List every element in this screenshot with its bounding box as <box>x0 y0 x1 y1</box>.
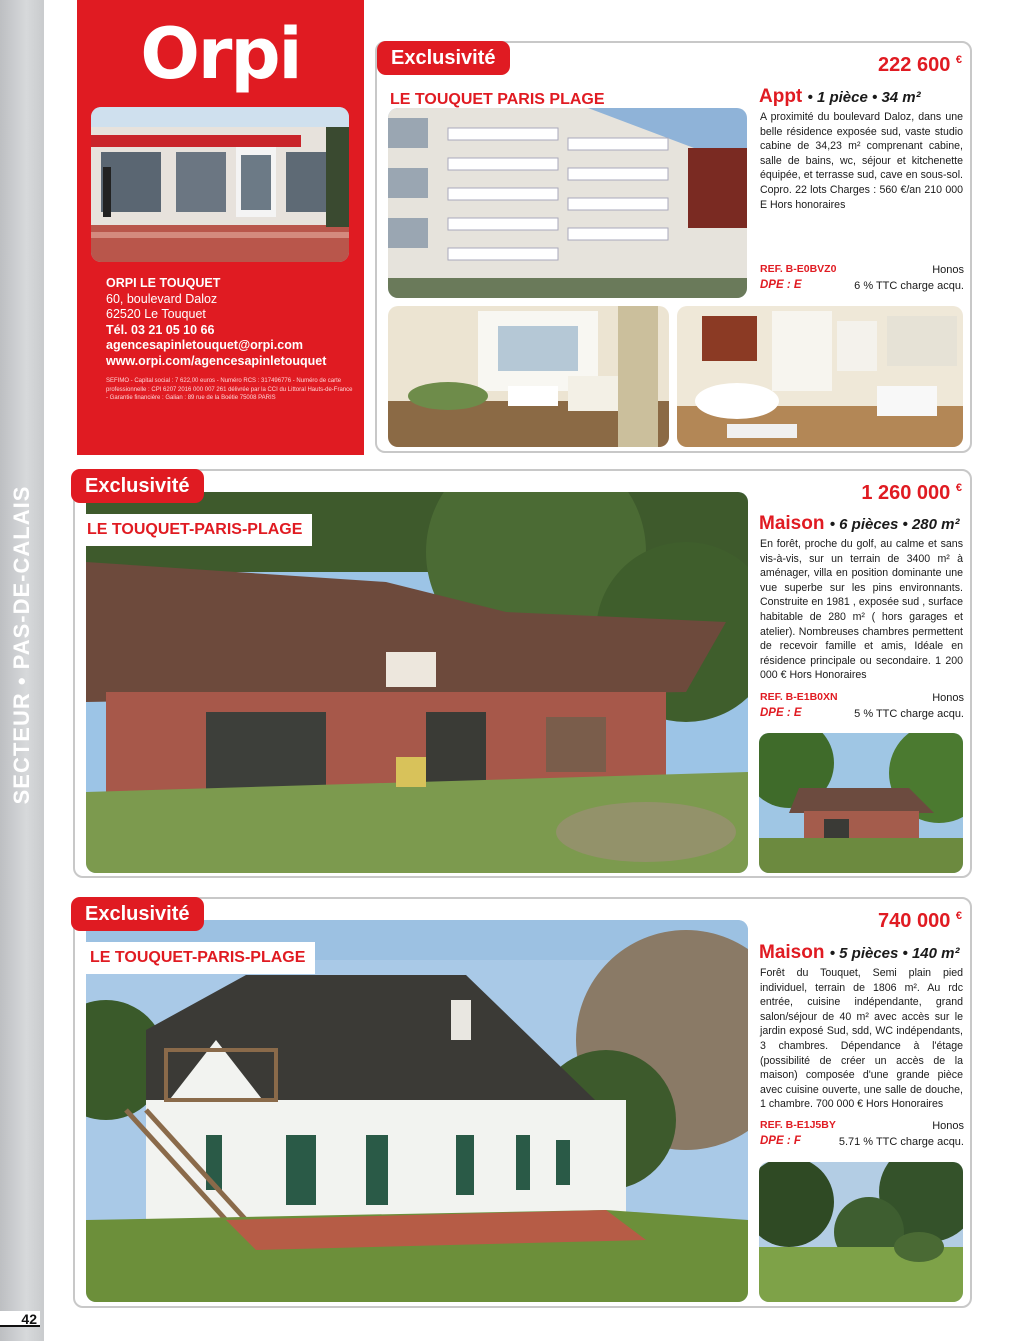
listing-price-2 <box>861 482 962 505</box>
agency-phone[interactable]: Tél. 03 21 05 10 66 <box>106 322 215 337</box>
room-count: 1 pièce <box>816 89 868 106</box>
agency-legal-notice: SEFIMO - Capital social : 7 622,00 euros - Numéro RCS : 317496776 - Numéro de carte professionnelle : CPI 6207 2016 000 007 261 délivrée par la CCI du Littoral Hauts-de-France - Garantie financière : Galian : 89 rue de la Boétie 75008 PARIS <box>106 378 353 401</box>
currency-symbol: € <box>955 54 962 66</box>
listing-dpe-1: DPE : E <box>760 279 802 291</box>
page-number: 42 <box>0 1311 40 1327</box>
agency-name: ORPI LE TOUQUET <box>106 276 221 290</box>
section-sidebar <box>0 0 44 1341</box>
honos-label-1: Honos <box>932 264 964 276</box>
white-house-photo[interactable] <box>86 920 748 1302</box>
listing-location-1: LE TOUQUET PARIS PLAGE <box>380 84 615 116</box>
section-label: SECTEUR • PAS-DE-CALAIS <box>9 485 34 805</box>
honos-value-1: 6 % TTC charge acqu. <box>854 280 964 292</box>
agency-panel <box>77 0 364 455</box>
honos-value-3: 5.71 % TTC charge acqu. <box>838 1136 964 1148</box>
listing-price-1 <box>878 54 962 77</box>
currency-symbol: € <box>955 482 962 494</box>
honos-value-2: 5 % TTC charge acqu. <box>854 708 964 720</box>
agency-address-1: 60, boulevard Daloz <box>106 291 218 306</box>
exclusivite-badge-1: Exclusivité <box>377 41 510 75</box>
listing-ref-2: REF. B-E1B0XN <box>760 691 838 703</box>
exclusivite-badge-3: Exclusivité <box>71 897 204 931</box>
apartment-building-photo[interactable] <box>388 108 747 298</box>
villa-forest-photo[interactable] <box>86 492 748 873</box>
price-value: 1 260 000 <box>861 482 951 504</box>
property-type: Maison <box>759 942 825 963</box>
listing-dpe-3: DPE : F <box>760 1135 801 1147</box>
room-count: 6 pièces <box>839 516 899 533</box>
currency-symbol: € <box>955 910 962 922</box>
surface-area: 280 m² <box>911 516 960 533</box>
surface-area: 140 m² <box>911 945 960 962</box>
listing-title-3: Maison • 5 pièces • 140 m² <box>759 942 960 963</box>
garden-lawn-photo[interactable] <box>759 1162 963 1302</box>
agency-contact <box>106 276 326 369</box>
listing-description-3: Forêt du Touquet, Semi plain pied individuel, terrain de 1806 m². Au rdc entrée, cuisine indépendante, grand salon/séjour de 40 m² avec accès sur le jardin exposé Sud, sdd, WC indépendants, 3 chambres. Dépendance à l'étage (possibilité de créer un accès de la maison) composée d'une grande pièce avec cuisine ouverte, une salle de douche, 1 chambre. 700 000 € Hors Honoraires <box>760 967 963 1111</box>
agency-storefront-photo <box>91 107 349 262</box>
property-type: Maison <box>759 513 825 534</box>
living-room-photo[interactable] <box>388 306 669 447</box>
price-value: 222 600 <box>878 54 951 76</box>
surface-area: 34 m² <box>881 89 921 106</box>
exclusivite-badge-2: Exclusivité <box>71 469 204 503</box>
listing-location-3: LE TOUQUET-PARIS-PLAGE <box>80 942 315 974</box>
agency-email[interactable]: agencesapinletouquet@orpi.com <box>106 338 303 352</box>
property-type: Appt <box>759 86 803 107</box>
honos-label-3: Honos <box>932 1120 964 1132</box>
listing-location-2: LE TOUQUET-PARIS-PLAGE <box>77 514 312 546</box>
price-value: 740 000 <box>878 910 951 932</box>
orpi-logo: Orpi <box>140 13 301 95</box>
listing-price-3 <box>878 910 962 933</box>
listing-description-1: A proximité du boulevard Daloz, dans une belle résidence exposée sud, vaste studio cabine de 34,23 m² comprenant cabine, salle de bains, wc, séjour et kitchenette équipée, et terrasse sud, cave en sous-sol. Copro. 22 lots Charges : 560 €/an 210 000 E Hors honoraires <box>760 111 963 211</box>
listing-description-2: En forêt, proche du golf, au calme et sans vis-à-vis, sur un terrain de 3400 m² à aménager, villa en position dominante une vue superbe sur les pins environnants. Construite en 1981 , exposée sud , surface habitable de 280 m² ( hors garages et atelier). Nombreuses chambres permettent de recevoir famille et amis, Idéale en résidence principale ou secondaire. 1 200 000 € Hors Honoraires <box>760 538 963 682</box>
honos-label-2: Honos <box>932 692 964 704</box>
listing-title-1: Appt • 1 pièce • 34 m² <box>759 86 921 107</box>
agency-address-2: 62520 Le Touquet <box>106 307 206 321</box>
room-count: 5 pièces <box>839 945 899 962</box>
listing-title-2: Maison • 6 pièces • 280 m² <box>759 513 960 534</box>
studio-interior-photo[interactable] <box>677 306 963 447</box>
listing-dpe-2: DPE : E <box>760 707 802 719</box>
listing-ref-3: REF. B-E1J5BY <box>760 1119 836 1131</box>
villa-garden-photo[interactable] <box>759 733 963 873</box>
agency-website[interactable]: www.orpi.com/agencesapinletouquet <box>106 353 327 368</box>
listing-ref-1: REF. B-E0BVZ0 <box>760 263 837 275</box>
